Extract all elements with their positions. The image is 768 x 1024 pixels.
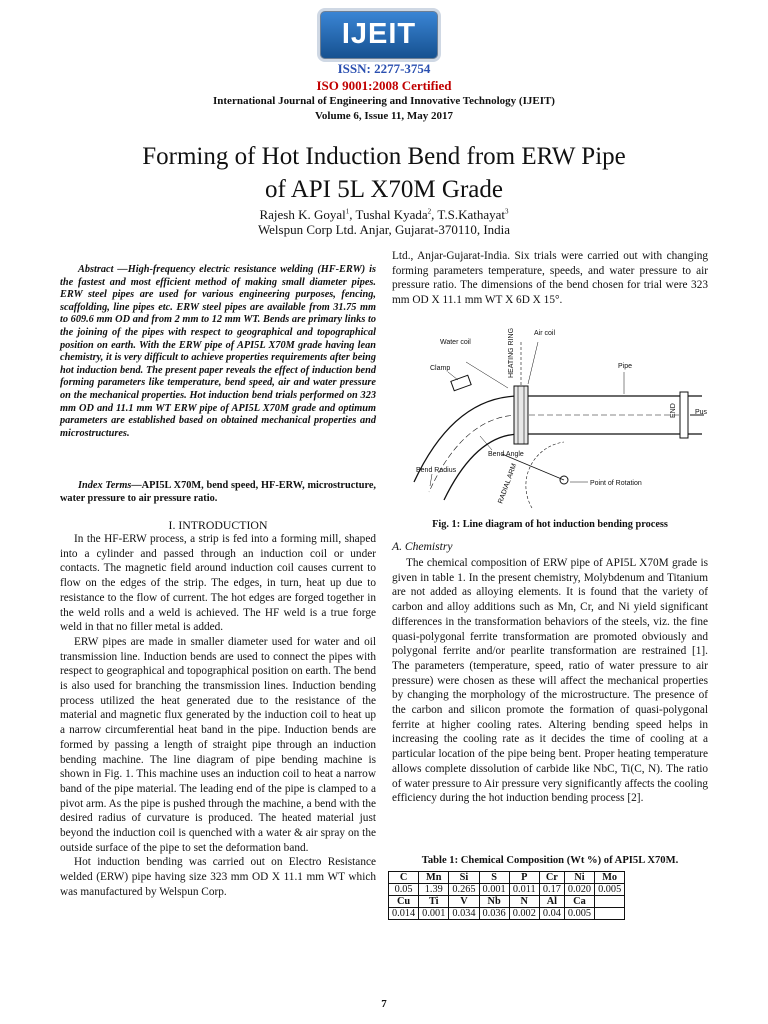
table-cell: Mn: [419, 872, 449, 884]
table-row: [389, 896, 625, 908]
table-cell: Ni: [564, 872, 594, 884]
table-cell: Ca: [564, 896, 594, 908]
bending-process-diagram: [392, 322, 708, 512]
table-cell: 0.04: [539, 908, 564, 920]
table-row: [389, 908, 625, 920]
paper-title: [0, 140, 768, 206]
induction-coil: [514, 386, 528, 444]
table-cell: 0.001: [419, 908, 449, 920]
label-bend-angle: Bend Angle: [488, 451, 524, 458]
affiliation: Welspun Corp Ltd. Anjar, Gujarat-370110, India: [257, 222, 511, 237]
table-cell: S: [479, 872, 509, 884]
intro-paragraph: ERW pipes are made in smaller diameter used for water and oil transmission line. Induction bends are used to connect the pipes with respect to geographical and topographical position on earth. The bend is also used for branching the transmission lines. Induction bending process utilized the heat generated due to the resistance of the material and magnetic flux generated by the induction coil to heat up a narrow circumferential heat band in the pipe. Induction bends are formed by passing a length of straight pipe through an induction bending machine. The line diagram of pipe bending machine is shown in Fig. 1. This machine uses an induction coil to heat a narrow band of the pipe material. The leading end of the pipe is clamped to a pivot arm. As the pipe is pushed through the machine, a bend with the desired radius of curvature is produced. The heated material just beyond the induction coil is quenched with a water & air spray on the outside surface of the pipe to set the deformation band.: [60, 635, 376, 854]
label-push: Pus: [695, 409, 708, 416]
volume-issue: Volume 6, Issue 11, May 2017: [314, 110, 454, 122]
table-cell: 0.05: [389, 884, 419, 896]
table-cell: Nb: [479, 896, 509, 908]
title-line-2: of API 5L X70M Grade: [265, 176, 503, 203]
intro-paragraph: In the HF-ERW process, a strip is fed into a forming mill, shaped into a cylinder and passed through an induction coil or under contacts. The magnetic field around induction coil causes current to flow on the edges of the strip. The edges, in turn, heat up due to resistance to the flow of current. The hot edges are forged together in the weld rolls and a weld is achieved. The HF weld is a true forge weld in that no filler metal is added.: [60, 533, 376, 634]
table-cell: Mo: [595, 872, 625, 884]
table-caption: Table 1: Chemical Composition (Wt %) of API5L X70M.: [421, 855, 679, 866]
table-row: [389, 872, 625, 884]
authors: [0, 207, 768, 223]
table-cell: [595, 908, 625, 920]
table-row: [389, 884, 625, 896]
table-cell: 0.17: [539, 884, 564, 896]
page-number: 7: [381, 998, 387, 1010]
intro-paragraph: Hot induction bending was carried out on Electro Resistance welded (ERW) pipe having size 323 mm OD X 11.1 mm WT which was manufactured by Welspun Corp.: [60, 856, 376, 898]
subsection-heading-chemistry: A. Chemistry: [392, 540, 453, 553]
table-cell: 0.005: [595, 884, 625, 896]
introduction-body: [60, 532, 376, 900]
table-cell: P: [509, 872, 539, 884]
table-cell: 0.002: [509, 908, 539, 920]
author-3: T.S.Kathayat$^3$: [437, 207, 509, 222]
label-radial-arm: RADIAL ARM: [497, 462, 519, 505]
table-cell: 0.011: [509, 884, 539, 896]
chemistry-body: The chemical composition of ERW pipe of API5L X70M grade is given in table 1. In the present chemistry, Molybdenum and Titanium are not added as alloying elements. It is found that the variety of carbon and alloy additions such as Mn, Cr, and Ni yield significant differences in the transformation behaviors of the steels, viz. the fine quasi-polygonal ferrite transformation are promoted obviously and polygonal ferrite and/or pearlite transformation are restrained [1]. The parameters (temperature, speed, ratio of water pressure to air pressure) were chosen as these will affect the mechanical properties by changing the morphology of the microstructure. The presence of the carbon and silicon promote the formation of quasi-polygonal ferrite at higher cooling rates. Altering bending speed helps in increasing the cooling rate as it decides the time of cooling at a particular location of the pipe being bent. Proper heating temperature allows complete dissolution of carbide like NbC, Ti(C, N). The ratio of water pressure to Air pressure very significantly affects the cooling efficiency during the hot induction bending process [2].: [392, 557, 708, 805]
label-air-coil: Air coil: [534, 330, 556, 337]
table-cell: V: [449, 896, 479, 908]
table-cell: 1.39: [419, 884, 449, 896]
table-cell: 0.001: [479, 884, 509, 896]
figure-caption: Fig. 1: Line diagram of hot induction bending process: [432, 519, 668, 530]
pipe-end-plate: [680, 392, 688, 438]
table-cell: 0.036: [479, 908, 509, 920]
chemical-composition-table: [388, 871, 625, 920]
table-cell: 0.005: [564, 908, 594, 920]
section-heading-introduction: I. INTRODUCTION: [168, 518, 268, 532]
table-cell: Cr: [539, 872, 564, 884]
journal-logo: [317, 8, 441, 62]
clamp: [451, 375, 471, 391]
table-cell: 0.020: [564, 884, 594, 896]
index-terms: [60, 480, 376, 505]
table-cell: 0.014: [389, 908, 419, 920]
table-cell: Al: [539, 896, 564, 908]
index-terms-text: API5L X70M, bend speed, HF-ERW, microstructure, water pressure to air pressure ratio.: [60, 480, 376, 504]
label-bend-radius: Bend Radius: [416, 467, 457, 474]
logo-text: IJEIT: [341, 18, 417, 50]
rotation-arc: [526, 442, 564, 508]
label-heating-ring: HEATING RING: [508, 327, 515, 378]
label-pipe: Pipe: [618, 363, 633, 370]
label-clamp: Clamp: [430, 365, 451, 372]
table-cell: 0.034: [449, 908, 479, 920]
author-1: Rajesh K. Goyal$^1$,: [259, 207, 356, 222]
author-2: Tushal Kyada$^2$,: [355, 207, 438, 222]
title-line-1: Forming of Hot Induction Bend from ERW Pipe: [142, 143, 626, 170]
label-point-of-rotation: Point of Rotation: [590, 480, 642, 487]
table-cell: [595, 896, 625, 908]
label-water-coil: Water coil: [440, 339, 471, 346]
table-cell: N: [509, 896, 539, 908]
table-cell: Si: [449, 872, 479, 884]
label-end: END: [670, 403, 677, 418]
table-cell: Cu: [389, 896, 419, 908]
table-cell: 0.265: [449, 884, 479, 896]
iso-certification: ISO 9001:2008 Certified: [316, 78, 452, 93]
table-cell: Ti: [419, 896, 449, 908]
abstract: Abstract —High-frequency electric resistance welding (HF-ERW) is the fastest and most efficient method of making small diameter pipes. ERW steel pipes are used for various engineering purposes, fencing, scaffolding, line pipes etc. ERW steel pipes are available from 31.75 mm to 609.6 mm OD and from 2 mm to 12 mm WT. Bends are primary links to the joining of the pipes with respect to geographical and topographical position on earth. With the ERW pipe of API5L X70M grade having lean chemistry, it is very difficult to achieve properties requirements after being hot induction bend. The present paper reveals the effect of induction bend forming parameters like temperature, bend speed, air and water pressure on the mechanical properties. Hot induction bend trials performed on 323 mm OD and 11.1 mm WT ERW pipe of API5L X70M grade and optimum parameters are established based on obtained mechanical properties and microstructures.: [60, 264, 376, 439]
table-cell: C: [389, 872, 419, 884]
issn: ISSN: 2277-3754: [337, 61, 431, 76]
index-terms-label: Index Terms—: [78, 480, 142, 491]
journal-name: International Journal of Engineering and Innovative Technology (IJEIT): [213, 95, 555, 107]
right-column-text: Ltd., Anjar-Gujarat-India. Six trials were carried out with changing forming parameters temperature, speeds, and water pressure to air pressure ratio. The dimensions of the bend chosen for trial were 323 mm OD X 11.1 mm WT X 6D X 15°.: [392, 250, 708, 307]
